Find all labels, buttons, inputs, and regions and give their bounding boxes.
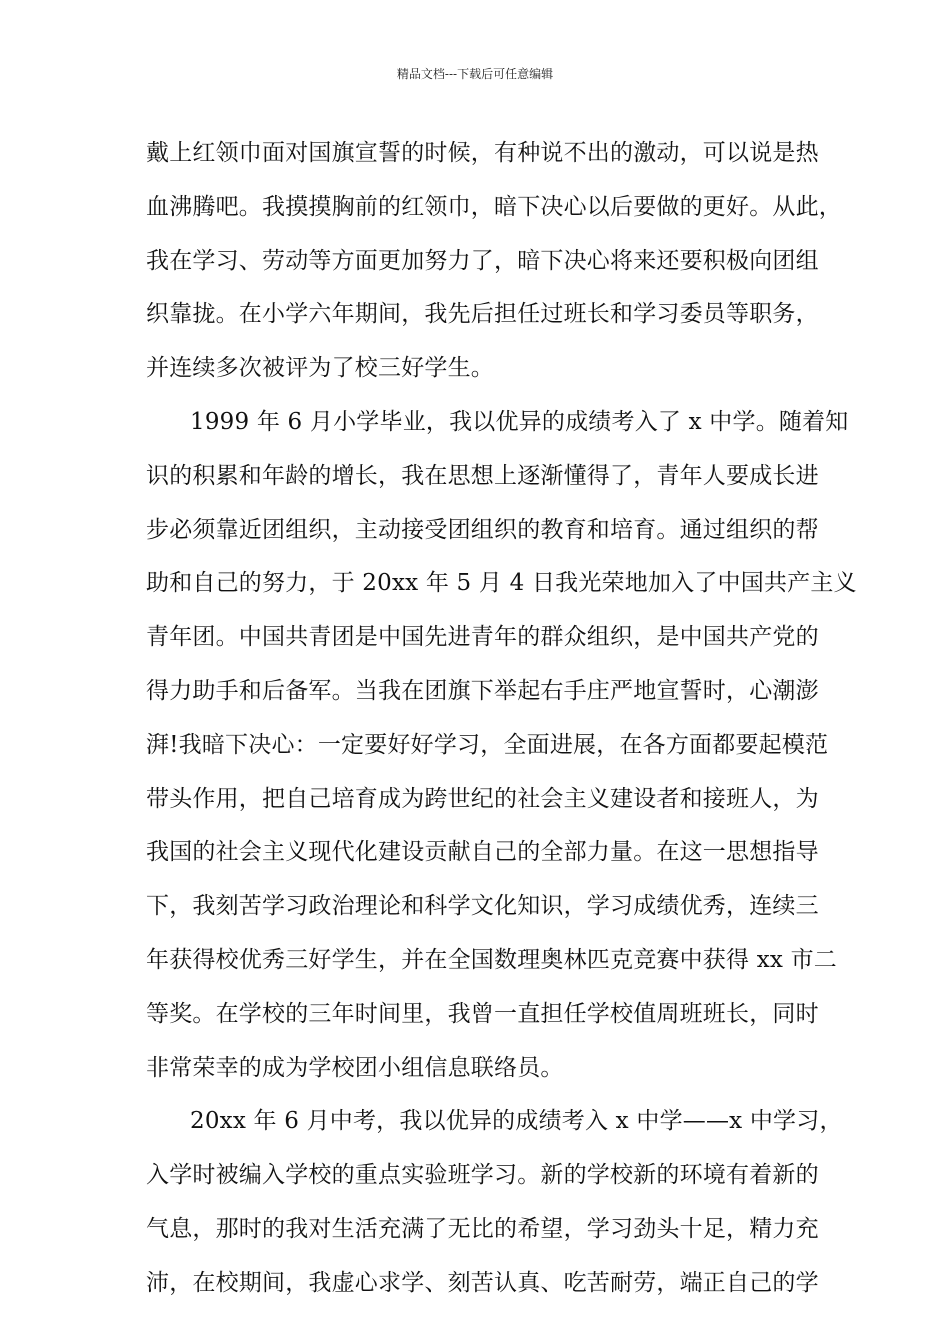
text-line: 并连续多次被评为了校三好学生。	[146, 355, 494, 382]
page-header: 精品文档---下载后可任意编辑	[396, 67, 554, 81]
text-line: 得力助手和后备军。当我在团旗下举起右手庄严地宣誓时，心潮澎	[146, 677, 819, 704]
text-line: 年获得校优秀三好学生，并在全国数理奥林匹克竞赛中获得 xx 市二	[146, 946, 837, 973]
text-line: 血沸腾吧。我摸摸胸前的红领巾，暗下决心以后要做的更好。从此，	[146, 193, 842, 220]
text-line: 等奖。在学校的三年时间里，我曾一直担任学校值周班班长，同时	[146, 1000, 819, 1027]
text-line: 戴上红领巾面对国旗宣誓的时候，有种说不出的激动，可以说是热	[146, 140, 819, 166]
text-line: 识的积累和年龄的增长，我在思想上逐渐懂得了，青年人要成长进	[146, 462, 819, 489]
text-line: 织靠拢。在小学六年期间，我先后担任过班长和学习委员等职务，	[146, 301, 819, 328]
text-line: 1999 年 6 月小学毕业，我以优异的成绩考入了 x 中学。随着知	[190, 408, 849, 435]
text-line: 带头作用，把自己培育成为跨世纪的社会主义建设者和接班人，为	[146, 785, 819, 812]
text-line: 助和自己的努力，于 20xx 年 5 月 4 日我光荣地加入了中国共产主义	[146, 570, 857, 597]
text-line: 气息，那时的我对生活充满了无比的希望，学习劲头十足，精力充	[146, 1215, 819, 1242]
text-line: 非常荣幸的成为学校团小组信息联络员。	[146, 1054, 564, 1081]
text-line: 沛，在校期间，我虚心求学、刻苦认真、吃苦耐劳，端正自己的学	[146, 1269, 819, 1296]
text-line: 湃!我暗下决心：一定要好好学习，全面进展，在各方面都要起模范	[146, 731, 829, 758]
text-line: 青年团。中国共青团是中国先进青年的群众组织，是中国共产党的	[146, 624, 819, 651]
text-line: 我在学习、劳动等方面更加努力了，暗下决心将来还要积极向团组	[146, 247, 819, 274]
text-line: 下，我刻苦学习政治理论和科学文化知识，学习成绩优秀，连续三	[146, 893, 819, 920]
paragraph-2	[146, 396, 857, 1095]
paragraph-1	[146, 127, 842, 396]
paragraph-3	[146, 1095, 843, 1310]
text-line: 入学时被编入学校的重点实验班学习。新的学校新的环境有着新的	[146, 1162, 819, 1189]
text-line: 20xx 年 6 月中考，我以优异的成绩考入 x 中学——x 中学习，	[190, 1108, 843, 1135]
text-line: 我国的社会主义现代化建设贡献自己的全部力量。在这一思想指导	[146, 839, 819, 866]
text-line: 步必须靠近团组织，主动接受团组织的教育和培育。通过组织的帮	[146, 516, 819, 543]
document-body	[146, 127, 857, 1311]
